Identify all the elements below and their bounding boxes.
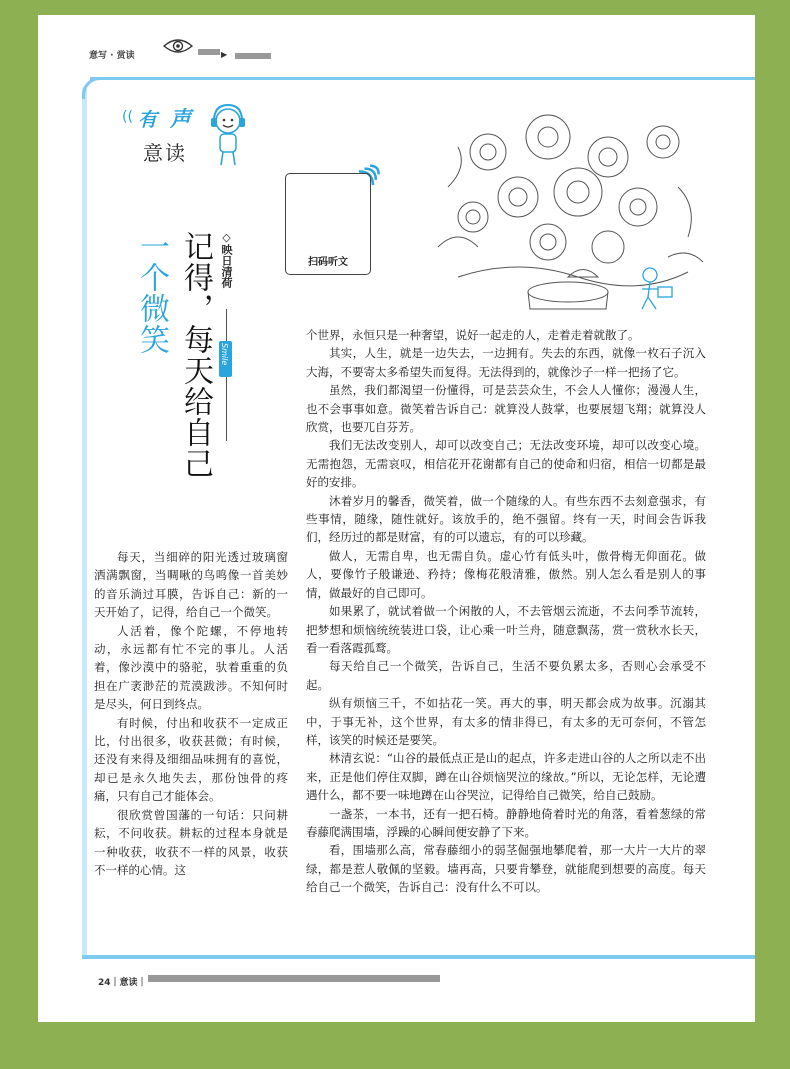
- logo-sheng: 声: [170, 107, 191, 131]
- paragraph: 每天，当细碎的阳光透过玻璃窗洒满飘窗，当啁啾的鸟鸣像一首美妙的音乐淌过耳膜，告诉自己：新的一天开始了，记得，给自己一个微笑。: [94, 550, 288, 620]
- logo-you: 有: [138, 109, 158, 131]
- paragraph: 其实，人生，就是一边失去，一边拥有。失去的东西，就像一枚石子沉入大海，不要寄太多希望失而复得。无法得到的，就像沙子一样一把扬了它。: [306, 346, 706, 379]
- page-folio: 24｜意读｜: [98, 978, 147, 988]
- article-title-line1: 记得，每天给自己: [178, 231, 213, 479]
- eye-icon: [162, 35, 194, 57]
- smile-tag: [219, 341, 232, 377]
- paragraph: 如果累了，就试着做一个闲散的人，不去管烟云流逝，不去问季节流转，把梦想和烦恼统统装进口袋，让心乘一叶兰舟，随意飘荡，赏一赏秋水长天，看一看落霞孤鹜。: [306, 604, 706, 655]
- paragraph: 一盏茶，一本书，还有一把石椅。静静地倚着时光的角落，看着葱绿的常春藤爬满围墙，浮躁的心瞬间便安静了下来。: [306, 806, 706, 839]
- qr-label: 扫码听文: [308, 257, 348, 268]
- paragraph: 纵有烦恼三千，不如拈花一笑。再大的事，明天都会成为故事。沉溺其中，于事无补，这个世界，有太多的情非得已，有太多的无可奈何，不管怎样，该笑的时候还是要笑。: [306, 696, 706, 747]
- headphone-kid-icon: [208, 103, 248, 169]
- body-column-right: [306, 326, 706, 897]
- article-title-line2: 一个微笑: [134, 231, 169, 355]
- paragraph: 做人，无需自卑，也无需自负。虚心竹有低头叶，傲骨梅无仰面花。做人，要像竹子般谦逊、矜持；像梅花般清雅，傲然。别人怎么看是别人的事情，做最好的自己即可。: [306, 548, 706, 600]
- paragraph: 我们无法改变别人，却可以改变自己；无法改变环境，却可以改变心境。无需抱怨，无需哀叹，相信花开花谢都有自己的使命和归宿，相信一切都是最好的安排。: [306, 438, 706, 490]
- frame-left: [82, 85, 87, 958]
- qr-code-box[interactable]: [285, 173, 371, 275]
- header-bar: [235, 53, 271, 59]
- section-label: 意写 · 赏读: [89, 51, 135, 61]
- frame-top-rule: [90, 77, 755, 80]
- logo-yidu: 意读: [143, 141, 187, 165]
- smile-tag-text: Smile: [220, 343, 229, 366]
- body-column-left: [94, 548, 288, 879]
- paragraph: 虽然，我们都渴望一份懂得，可是芸芸众生，不会人人懂你；漫漫人生，也不会事事如意。微笑着告诉自己：就算没人鼓掌，也要展翅飞翔；就算没人欣赏，也要兀自芬芳。: [306, 383, 706, 435]
- header-bar: [198, 49, 220, 55]
- paragraph: 人活着，像个陀螺，不停地转动，永远都有忙不完的事儿。人活着，像沙漠中的骆驼，驮着重重的负担在广袤渺茫的荒漠跋涉。不知何时是尽头，何日到终点。: [94, 623, 288, 712]
- column-logo: [122, 103, 252, 183]
- paragraph: 沐着岁月的馨香，微笑着，做一个随缘的人。有些东西不去刻意强求，有些事情，随缘，随性就好。该放手的，绝不强留。终有一天，时间会告诉我们，经历过的都是财富，有的可以遗忘，有的可以珍藏。: [306, 493, 706, 545]
- paragraph: 林清玄说：“山谷的最低点正是山的起点，许多走进山谷的人之所以走不出来，正是他们停住双脚，蹲在山谷烦恼哭泣的缘故。”所以，无论怎样，无论遭遇什么，都不要一味地蹲在山谷哭泣，记得给自己微笑，给自己鼓励。: [306, 751, 706, 803]
- flower-illustration: [418, 97, 718, 317]
- paragraph: 看，围墙那么高，常春藤细小的弱茎倔强地攀爬着，那一大片一大片的翠绿，都是惹人敬佩的坚毅。墙再高，只要肯攀登，就能爬到想要的高度。每天给自己一个微笑，告诉自己：没有什么不可以。: [306, 843, 706, 895]
- paragraph: 有时候，付出和收获不一定成正比，付出很多，收获甚微；有时候，还没有来得及细细品味拥有的喜悦，却已是永久地失去，那份蚀骨的疼痛，只有自己才能体会。: [94, 715, 288, 804]
- paragraph: 每天给自己一个微笑，告诉自己，生活不要负累太多，否则心会承受不起。: [306, 659, 706, 692]
- paragraph-continued: 个世界，永恒只是一种奢望，说好一起走的人，走着走着就散了。: [306, 328, 640, 342]
- frame-bottom-rule: [82, 955, 755, 959]
- paragraph: 很欣赏曾国藩的一句话：只问耕耘，不问收获。耕耘的过程本身就是一种收获，收获不一样的风景，收获不一样的心情。这: [94, 807, 288, 877]
- footer-bar: [148, 975, 440, 982]
- header-arrow-icon: ▶: [221, 50, 228, 59]
- frame-corner: [82, 77, 104, 99]
- magazine-page: [38, 15, 755, 1022]
- author-name: ◇映日清荷: [220, 231, 233, 288]
- sound-wave-icon: ((: [122, 109, 133, 125]
